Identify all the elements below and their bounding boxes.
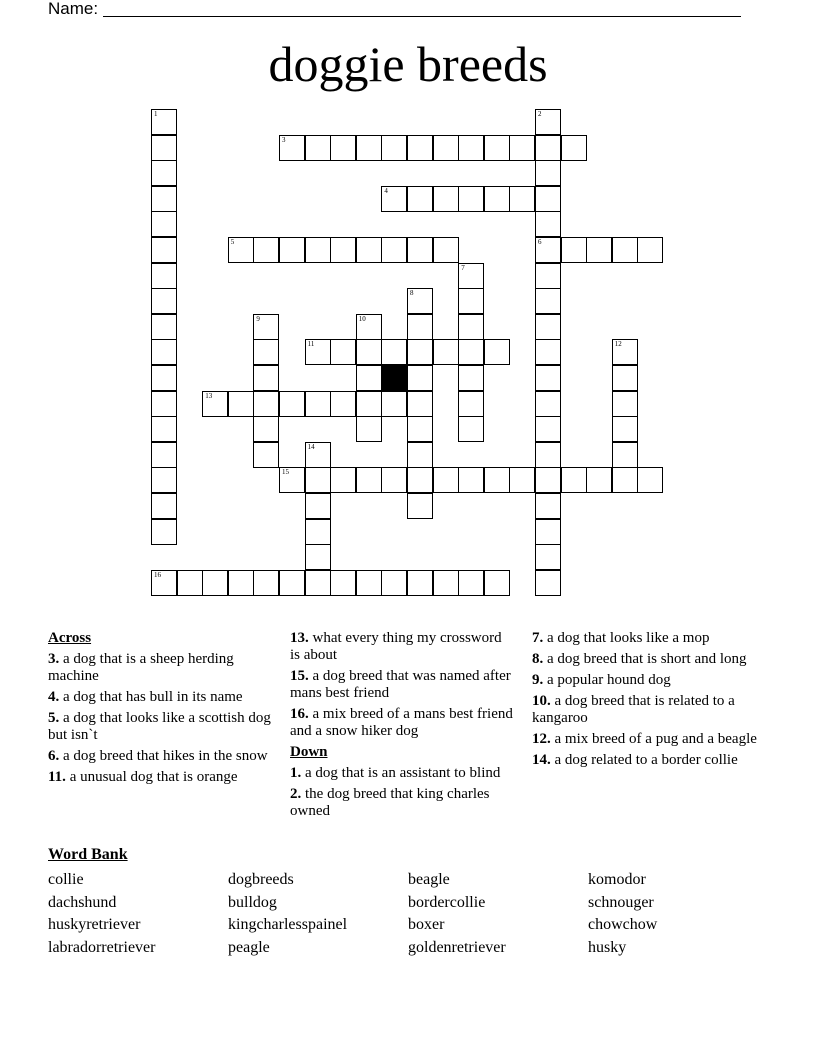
crossword-cell[interactable] [458, 186, 484, 212]
crossword-cell[interactable] [535, 135, 561, 161]
crossword-cell[interactable] [356, 365, 382, 391]
across-heading: Across [48, 630, 92, 646]
crossword-cell[interactable] [305, 570, 331, 596]
crossword-cell[interactable] [305, 391, 331, 417]
crossword-cell[interactable] [356, 467, 382, 493]
crossword-cell[interactable] [151, 416, 177, 442]
black-square [381, 365, 407, 391]
word-bank-item: beagle [408, 871, 450, 888]
crossword-cell[interactable] [151, 493, 177, 519]
clue-text: what every thing my crossword is about [290, 630, 502, 663]
crossword-cell[interactable] [458, 288, 484, 314]
clue-text: a popular hound dog [547, 672, 671, 688]
crossword-cell[interactable] [535, 160, 561, 186]
crossword-cell[interactable] [305, 339, 331, 365]
clue-down-14 [532, 752, 757, 769]
crossword-cell[interactable] [202, 570, 228, 596]
crossword-cell[interactable] [356, 135, 382, 161]
crossword-cell[interactable] [151, 365, 177, 391]
crossword-cell[interactable] [535, 365, 561, 391]
crossword-cell[interactable] [279, 570, 305, 596]
crossword-cell[interactable] [407, 288, 433, 314]
crossword-cell[interactable] [458, 467, 484, 493]
clue-text: a dog that is a sheep herding machine [48, 651, 234, 684]
crossword-cell[interactable] [253, 365, 279, 391]
clue-number: 15. [290, 668, 309, 684]
crossword-cell[interactable] [561, 135, 587, 161]
word-bank-item: husky [588, 939, 627, 957]
clue-text: a mix breed of a mans best friend and a snow hiker dog [290, 706, 513, 739]
crossword-cell[interactable] [151, 391, 177, 417]
clue-down-8 [532, 651, 757, 668]
crossword-cell[interactable] [407, 314, 433, 340]
crossword-cell[interactable] [330, 339, 356, 365]
clue-number-label: 15 [282, 468, 289, 477]
crossword-cell[interactable] [484, 135, 510, 161]
clue-text: a dog that looks like a scottish dog but isn`t [48, 710, 271, 743]
crossword-cell[interactable] [279, 135, 305, 161]
crossword-cell[interactable] [151, 442, 177, 468]
crossword-cell[interactable] [305, 467, 331, 493]
clue-number: 10. [532, 693, 551, 709]
crossword-cell[interactable] [356, 416, 382, 442]
crossword-cell[interactable] [151, 314, 177, 340]
crossword-cell[interactable] [228, 237, 254, 263]
word-bank-item: dogbreeds [228, 871, 294, 888]
clue-down-10 [532, 693, 757, 727]
clue-number-label: 10 [358, 314, 366, 323]
clue-number-label: 4 [384, 186, 388, 195]
crossword-cell[interactable] [151, 519, 177, 545]
crossword-cell[interactable] [253, 416, 279, 442]
clue-number-label: 3 [282, 135, 286, 144]
clue-text: a dog that has bull in its name [63, 689, 243, 705]
clue-number: 8. [532, 651, 544, 667]
crossword-cell[interactable] [407, 391, 433, 417]
clue-across-3 [48, 651, 273, 685]
word-bank-item: schnouger [588, 893, 654, 911]
crossword-cell[interactable] [151, 186, 177, 212]
crossword-cell[interactable] [535, 544, 561, 570]
crossword-cell[interactable] [151, 135, 177, 161]
crossword-cell[interactable] [458, 391, 484, 417]
crossword-cell[interactable] [407, 365, 433, 391]
clue-down-7 [532, 630, 757, 647]
clue-number-label: 2 [538, 110, 542, 118]
crossword-cell[interactable] [407, 237, 433, 263]
crossword-cell[interactable] [535, 314, 561, 340]
crossword-cell[interactable] [535, 263, 561, 289]
crossword-cell[interactable] [356, 339, 382, 365]
crossword-cell[interactable] [253, 391, 279, 417]
clue-text: a dog that is an assistant to blind [305, 765, 501, 781]
clue-column-1 [48, 630, 273, 790]
crossword-cell[interactable] [330, 570, 356, 596]
clue-down-1 [290, 765, 515, 782]
clue-number: 9. [532, 672, 544, 688]
word-bank-item: labradorretriever [48, 939, 156, 957]
crossword-cell[interactable] [561, 467, 587, 493]
clue-number-label: 13 [205, 391, 213, 400]
crossword-cell[interactable] [151, 339, 177, 365]
crossword-cell[interactable] [535, 237, 561, 263]
crossword-cell[interactable] [484, 467, 510, 493]
word-bank-item: goldenretriever [408, 939, 506, 957]
crossword-cell[interactable] [484, 570, 510, 596]
crossword-cell[interactable] [151, 570, 177, 596]
clue-number-label: 7 [461, 263, 465, 272]
crossword-cell[interactable] [535, 339, 561, 365]
word-bank-heading: Word Bank [48, 846, 128, 863]
clue-number: 11. [48, 769, 66, 785]
word-bank-column-3 [408, 869, 506, 960]
crossword-cell[interactable] [407, 493, 433, 519]
crossword-cell[interactable] [433, 135, 459, 161]
crossword-cell[interactable] [202, 391, 228, 417]
crossword-cell[interactable] [381, 135, 407, 161]
word-bank-column-4 [588, 869, 657, 960]
word-bank-item: bulldog [228, 893, 277, 911]
crossword-cell[interactable] [433, 186, 459, 212]
clue-down-2 [290, 786, 515, 820]
crossword-cell[interactable] [535, 288, 561, 314]
word-bank-column-2 [228, 869, 347, 960]
crossword-cell[interactable] [305, 544, 331, 570]
clue-number-label: 1 [154, 110, 158, 118]
crossword-cell[interactable] [253, 237, 279, 263]
page-title: doggie breeds [268, 36, 548, 92]
crossword-cell[interactable] [407, 467, 433, 493]
crossword-cell[interactable] [407, 570, 433, 596]
crossword-cell[interactable] [509, 186, 535, 212]
clue-down-9 [532, 672, 757, 689]
crossword-cell[interactable] [535, 442, 561, 468]
crossword-cell[interactable] [612, 339, 638, 365]
crossword-cell[interactable] [381, 391, 407, 417]
crossword-cell[interactable] [330, 391, 356, 417]
crossword-cell[interactable] [305, 135, 331, 161]
clue-number-label: 8 [410, 289, 414, 298]
clue-across-16 [290, 706, 515, 740]
crossword-cell[interactable] [458, 263, 484, 289]
crossword-cell[interactable] [535, 493, 561, 519]
clue-text: a unusual dog that is orange [69, 769, 238, 785]
crossword-cell[interactable] [381, 339, 407, 365]
clue-number: 12. [532, 731, 551, 747]
crossword-cell[interactable] [458, 570, 484, 596]
crossword-cell[interactable] [356, 570, 382, 596]
crossword-cell[interactable] [305, 442, 331, 468]
crossword-cell[interactable] [535, 416, 561, 442]
clue-across-5 [48, 710, 273, 744]
clue-number: 4. [48, 689, 60, 705]
clue-number: 13. [290, 630, 309, 646]
clue-number: 6. [48, 748, 60, 764]
clue-column-3 [532, 630, 757, 773]
crossword-cell[interactable] [253, 339, 279, 365]
clue-number-label: 5 [230, 238, 235, 246]
clue-across-6 [48, 748, 273, 765]
crossword-cell[interactable] [433, 339, 459, 365]
clue-number-label: 9 [256, 314, 260, 323]
word-bank-item: bordercollie [408, 893, 486, 911]
clue-text: a dog breed that was named after mans best friend [290, 668, 511, 701]
crossword-cell[interactable] [484, 339, 510, 365]
crossword-cell[interactable] [458, 314, 484, 340]
crossword-cell[interactable] [330, 467, 356, 493]
clue-number: 16. [290, 706, 309, 722]
word-bank-item: chowchow [588, 916, 658, 934]
crossword-cell[interactable] [407, 416, 433, 442]
crossword-cell[interactable] [177, 570, 203, 596]
word-bank-item: dachshund [48, 893, 117, 911]
crossword-cell[interactable] [381, 186, 407, 212]
clue-number: 7. [532, 630, 544, 646]
crossword-cell[interactable] [305, 493, 331, 519]
crossword-cell[interactable] [381, 237, 407, 263]
clue-text: a dog breed that is related to a kangaroo [532, 693, 735, 726]
clue-text: a dog breed that is short and long [547, 651, 747, 667]
crossword-cell[interactable] [356, 314, 382, 340]
crossword-cell[interactable] [612, 416, 638, 442]
clue-number: 14. [532, 752, 551, 768]
crossword-cell[interactable] [458, 339, 484, 365]
crossword-cell[interactable] [228, 570, 254, 596]
crossword-cell[interactable] [561, 237, 587, 263]
crossword-cell[interactable] [279, 237, 305, 263]
crossword-cell[interactable] [637, 237, 663, 263]
crossword-cell[interactable] [433, 467, 459, 493]
crossword-cell[interactable] [612, 391, 638, 417]
crossword-cell[interactable] [637, 467, 663, 493]
clue-number-label: 14 [307, 442, 315, 451]
crossword-cell[interactable] [151, 237, 177, 263]
crossword-cell[interactable] [458, 416, 484, 442]
word-bank-item: peagle [228, 939, 270, 957]
crossword-cell[interactable] [279, 391, 305, 417]
crossword-cell[interactable] [535, 519, 561, 545]
crossword-cell[interactable] [535, 570, 561, 596]
crossword-cell[interactable] [253, 570, 279, 596]
crossword-cell[interactable] [356, 237, 382, 263]
clue-column-2 [290, 630, 515, 824]
crossword-cell[interactable] [433, 570, 459, 596]
clue-number-label: 6 [538, 238, 542, 246]
word-bank-column-1 [48, 869, 155, 960]
crossword-cell[interactable] [330, 135, 356, 161]
crossword-cell[interactable] [228, 391, 254, 417]
crossword-cell[interactable] [458, 365, 484, 391]
word-bank-item: kingcharlesspainel [228, 916, 348, 934]
crossword-cell[interactable] [535, 391, 561, 417]
crossword-cell[interactable] [407, 186, 433, 212]
clue-number: 2. [290, 786, 302, 802]
clue-number: 3. [48, 651, 60, 667]
crossword-cell[interactable] [612, 467, 638, 493]
clue-across-11 [48, 769, 273, 786]
crossword-cell[interactable] [330, 237, 356, 263]
crossword-cell[interactable] [407, 442, 433, 468]
clue-number: 1. [290, 765, 302, 781]
word-bank-item: collie [48, 871, 84, 888]
crossword-cell[interactable] [151, 109, 177, 135]
crossword-cell[interactable] [151, 211, 177, 237]
name-label: Name: [48, 0, 99, 18]
clue-text: a dog related to a border collie [554, 752, 738, 768]
crossword-cell[interactable] [253, 442, 279, 468]
crossword-cell[interactable] [151, 263, 177, 289]
crossword-cell[interactable] [151, 288, 177, 314]
down-heading: Down [290, 744, 328, 760]
crossword-cell[interactable] [484, 186, 510, 212]
clue-number: 5. [48, 710, 60, 726]
clue-across-13 [290, 630, 515, 664]
crossword-cell[interactable] [586, 237, 612, 263]
crossword-cell[interactable] [433, 237, 459, 263]
crossword-cell[interactable] [535, 186, 561, 212]
clue-number-label: 11 [307, 340, 315, 349]
clue-down-12 [532, 731, 757, 748]
crossword-cell[interactable] [381, 467, 407, 493]
crossword-cell[interactable] [151, 467, 177, 493]
crossword-cell[interactable] [253, 314, 279, 340]
crossword-cell[interactable] [535, 211, 561, 237]
word-bank-item: boxer [408, 916, 445, 934]
crossword-cell[interactable] [407, 135, 433, 161]
crossword-cell[interactable] [305, 519, 331, 545]
clue-text: the dog breed that king charles owned [290, 786, 490, 819]
crossword-cell[interactable] [509, 135, 535, 161]
crossword-cell[interactable] [381, 570, 407, 596]
clue-number-label: 12 [614, 340, 622, 349]
crossword-cell[interactable] [305, 237, 331, 263]
crossword-cell[interactable] [612, 365, 638, 391]
crossword-cell[interactable] [407, 339, 433, 365]
clue-across-15 [290, 668, 515, 702]
crossword-cell[interactable] [509, 467, 535, 493]
clue-across-4 [48, 689, 273, 706]
crossword-cell[interactable] [151, 160, 177, 186]
word-bank-item: huskyretriever [48, 916, 141, 934]
crossword-cell[interactable] [535, 467, 561, 493]
crossword-cell[interactable] [458, 135, 484, 161]
crossword-cell[interactable] [356, 391, 382, 417]
word-bank-item: komodor [588, 871, 646, 888]
clue-text: a dog that looks like a mop [547, 630, 710, 646]
crossword-cell[interactable] [279, 467, 305, 493]
crossword-cell[interactable] [535, 109, 561, 135]
crossword-cell[interactable] [586, 467, 612, 493]
crossword-cell[interactable] [612, 237, 638, 263]
crossword-cell[interactable] [612, 442, 638, 468]
clue-number-label: 16 [154, 570, 161, 579]
clue-text: a dog breed that hikes in the snow [63, 748, 268, 764]
clue-text: a mix breed of a pug and a beagle [554, 731, 757, 747]
